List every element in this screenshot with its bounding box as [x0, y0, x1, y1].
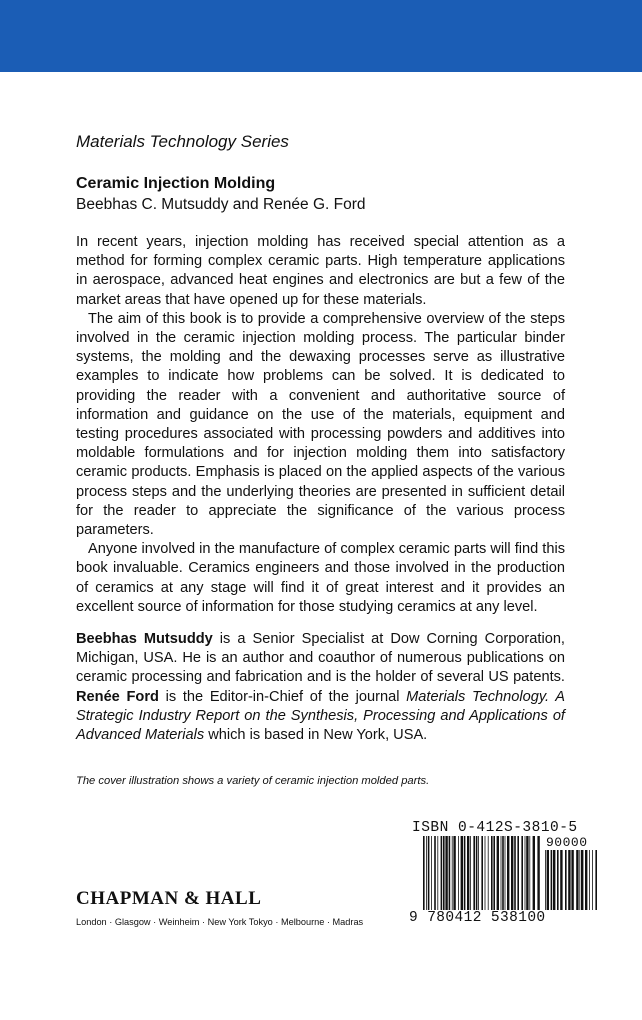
barcode-bar	[441, 836, 443, 910]
barcode-bar	[449, 836, 451, 910]
barcode-bar	[443, 836, 445, 910]
barcode-bar	[476, 836, 478, 910]
barcode-bar	[507, 836, 509, 910]
barcode-bar	[571, 850, 573, 910]
barcode-bar	[478, 836, 479, 910]
barcode-bar	[579, 850, 580, 910]
bio-text-1: is a Senior Specialist at Dow Corning Corporation, Michigan, USA. He is an author and coauthor of numerous publications on ceramic processing and fabrication and is the holder of several US patents.	[76, 631, 565, 686]
barcode-bar	[537, 836, 539, 910]
barcode-bar	[581, 850, 583, 910]
barcode-bar	[557, 850, 559, 910]
barcode-bar	[565, 850, 567, 910]
book-title: Ceramic Injection Molding	[76, 175, 276, 192]
bio-text-2: is the Editor-in-Chief of the journal	[158, 688, 407, 705]
barcode-bar	[501, 836, 502, 910]
barcode-bar	[526, 836, 528, 910]
barcode-bar	[551, 850, 553, 910]
book-authors: Beebhas C. Mutsuddy and Renée G. Ford	[76, 196, 366, 213]
ean-digits: 9 780412 538100	[409, 910, 546, 926]
ean-barcode-bars	[423, 836, 543, 910]
publisher-logo: CHAPMAN & HALL	[76, 888, 262, 909]
barcode-bar	[511, 836, 513, 910]
barcode-bar	[547, 850, 549, 910]
barcode-bar	[502, 836, 504, 910]
barcode-bar	[517, 836, 519, 910]
author-name-ford: Renée Ford	[76, 688, 159, 705]
series-title: Materials Technology Series	[76, 132, 289, 151]
barcode-bar	[545, 850, 546, 910]
barcode-bar	[445, 836, 447, 910]
barcode-bar	[453, 836, 455, 910]
barcode-bar	[493, 836, 495, 910]
barcode-bar	[589, 850, 590, 910]
isbn-number: ISBN 0-412S-3810-5	[412, 820, 578, 836]
journal-title: Materials Technology. A Strategic Industry Report on the Synthesis, Processing and Applications of Advanced Materials	[76, 688, 565, 744]
barcode-bar	[473, 836, 475, 910]
barcode-bar	[560, 850, 562, 910]
price-code-digits: 90000	[546, 835, 588, 850]
barcode-bar	[431, 836, 432, 910]
bio-text-3: which is based in New York, USA.	[204, 727, 428, 744]
barcode-bar	[525, 836, 526, 910]
barcode-bar	[529, 836, 530, 910]
barcode-bar	[595, 850, 597, 910]
barcode-bar	[481, 836, 483, 910]
barcode-bar	[491, 836, 493, 910]
barcode-bar	[467, 836, 469, 910]
barcode-bar	[488, 836, 489, 910]
barcode-bar	[485, 836, 486, 910]
barcode-bar	[470, 836, 471, 910]
barcode-bar	[568, 850, 570, 910]
cover-illustration-caption: The cover illustration shows a variety of ceramic injection molded parts.	[76, 775, 430, 787]
barcode-bar	[452, 836, 453, 910]
barcode	[405, 836, 601, 926]
barcode-bar	[576, 850, 578, 910]
description-paragraph-3: Anyone involved in the manufacture of complex ceramic parts will find this book invaluable. Ceramics engineers and those involved in the production of ceramics at any stage will find it of great interest and it provides an excellent source of information for those studying ceramics at any level.	[76, 541, 565, 615]
barcode-bar	[426, 836, 427, 910]
barcode-bar	[521, 836, 523, 910]
barcode-bar	[434, 836, 436, 910]
description-paragraph-1: In recent years, injection molding has received special attention as a method for forming complex ceramic parts. High temperature applications in aerospace, advanced heat engines and electronics are but a few of the market areas that have opened up for these materials.	[76, 234, 565, 308]
barcode-bar	[464, 836, 466, 910]
barcode-bar	[553, 850, 555, 910]
barcode-bar	[514, 836, 516, 910]
barcode-bar	[423, 836, 425, 910]
barcode-bar	[533, 836, 535, 910]
barcode-bar	[458, 836, 459, 910]
price-code-bars	[545, 850, 599, 910]
author-biography	[76, 630, 565, 745]
book-description	[76, 233, 565, 617]
barcode-bar	[461, 836, 463, 910]
barcode-bar	[505, 836, 506, 910]
author-name-mutsuddy: Beebhas Mutsuddy	[76, 631, 213, 647]
barcode-bar	[585, 850, 587, 910]
barcode-bar	[497, 836, 499, 910]
cover-top-band	[0, 0, 642, 72]
barcode-bar	[592, 850, 593, 910]
barcode-bar	[428, 836, 430, 910]
description-paragraph-2: The aim of this book is to provide a comprehensive overview of the steps involved in the ceramic injection molding process. The particular binder systems, the molding and the dewaxing processes serve as illustrative examples to indicate how problems can be solved. It is dedicated to providing the reader with a convenient and authoritative source of information and guidance on the use of the materials, equipment and testing procedures associated with processing powders and additives into moldable formulations and for injection molding them into satisfactory ceramic products. Emphasis is placed on the applied aspects of the various process steps and the underlying theories are presented in sufficient detail for the reader to appreciate the significance of the various process parameters.	[76, 310, 565, 539]
publisher-cities: London · Glasgow · Weinheim · New York Tokyo · Melbourne · Madras	[76, 917, 364, 927]
barcode-bar	[437, 836, 438, 910]
